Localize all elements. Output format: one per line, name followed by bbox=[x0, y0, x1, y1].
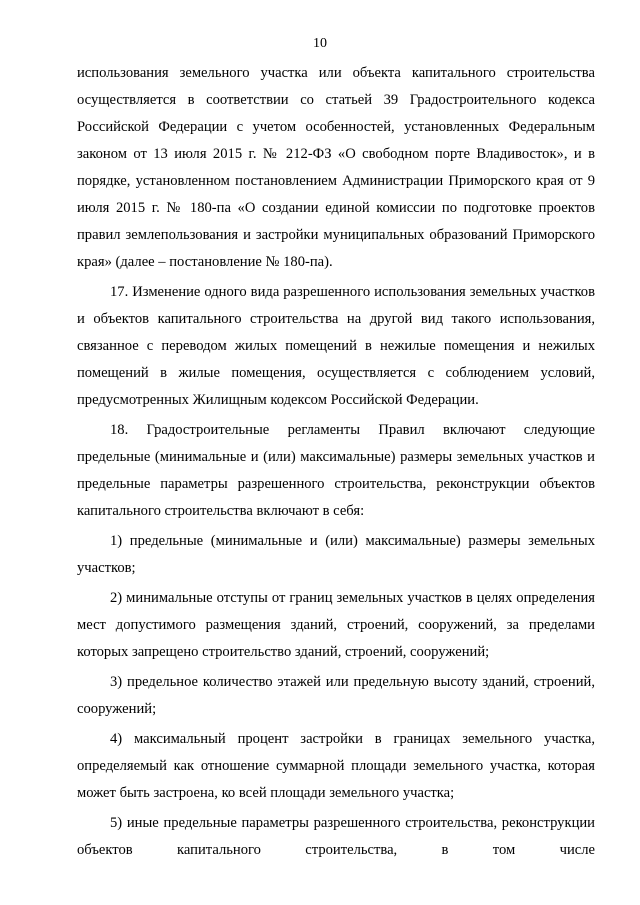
paragraph-18-item-3: 3) предельное количество этажей или предельную высоту зданий, строений, сооружений; bbox=[77, 674, 595, 717]
page-number: 10 bbox=[313, 36, 327, 51]
paragraph-18-item-4: 4) максимальный процент застройки в границах земельного участка, определяемый как отношение суммарной площади земельного участка, которая может быть застроена, ко всей площади земельного участка; bbox=[77, 731, 595, 801]
paragraph-18-item-5: 5) иные предельные параметры разрешенного строительства, реконструкции объектов капитального строительства, в том числе bbox=[77, 815, 595, 858]
document-body bbox=[77, 60, 595, 867]
paragraph-18: 18. Градостроительные регламенты Правил включают следующие предельные (минимальные и (или) максимальные) размеры земельных участков и предельные параметры разрешенного строительства, реконструкции объектов капитального строительства включают в себя: bbox=[77, 422, 595, 519]
paragraph-18-item-1: 1) предельные (минимальные и (или) максимальные) размеры земельных участков; bbox=[77, 533, 595, 576]
paragraph-18-item-2: 2) минимальные отступы от границ земельных участков в целях определения мест допустимого размещения зданий, строений, сооружений, за пределами которых запрещено строительство зданий, строений, сооружений; bbox=[77, 590, 595, 660]
paragraph-continuation: использования земельного участка или объекта капитального строительства осуществляется в соответствии со статьей 39 Градостроительного кодекса Российской Федерации с учетом особенностей, установленных Федеральным законом от 13 июля 2015 г. № 212-ФЗ «О свободном порте Владивосток», и в порядке, установленном постановлением Администрации Приморского края от 9 июля 2015 г. № 180-па «О создании единой комиссии по подготовке проектов правил землепользования и застройки муниципальных образований Приморского края» (далее – постановление № 180-па). bbox=[77, 65, 595, 270]
paragraph-17: 17. Изменение одного вида разрешенного использования земельных участков и объектов капитального строительства на другой вид такого использования, связанное с переводом жилых помещений в нежилые помещения и нежилых помещений в жилые помещения, осуществляется с соблюдением условий, предусмотренных Жилищным кодексом Российской Федерации. bbox=[77, 284, 595, 408]
